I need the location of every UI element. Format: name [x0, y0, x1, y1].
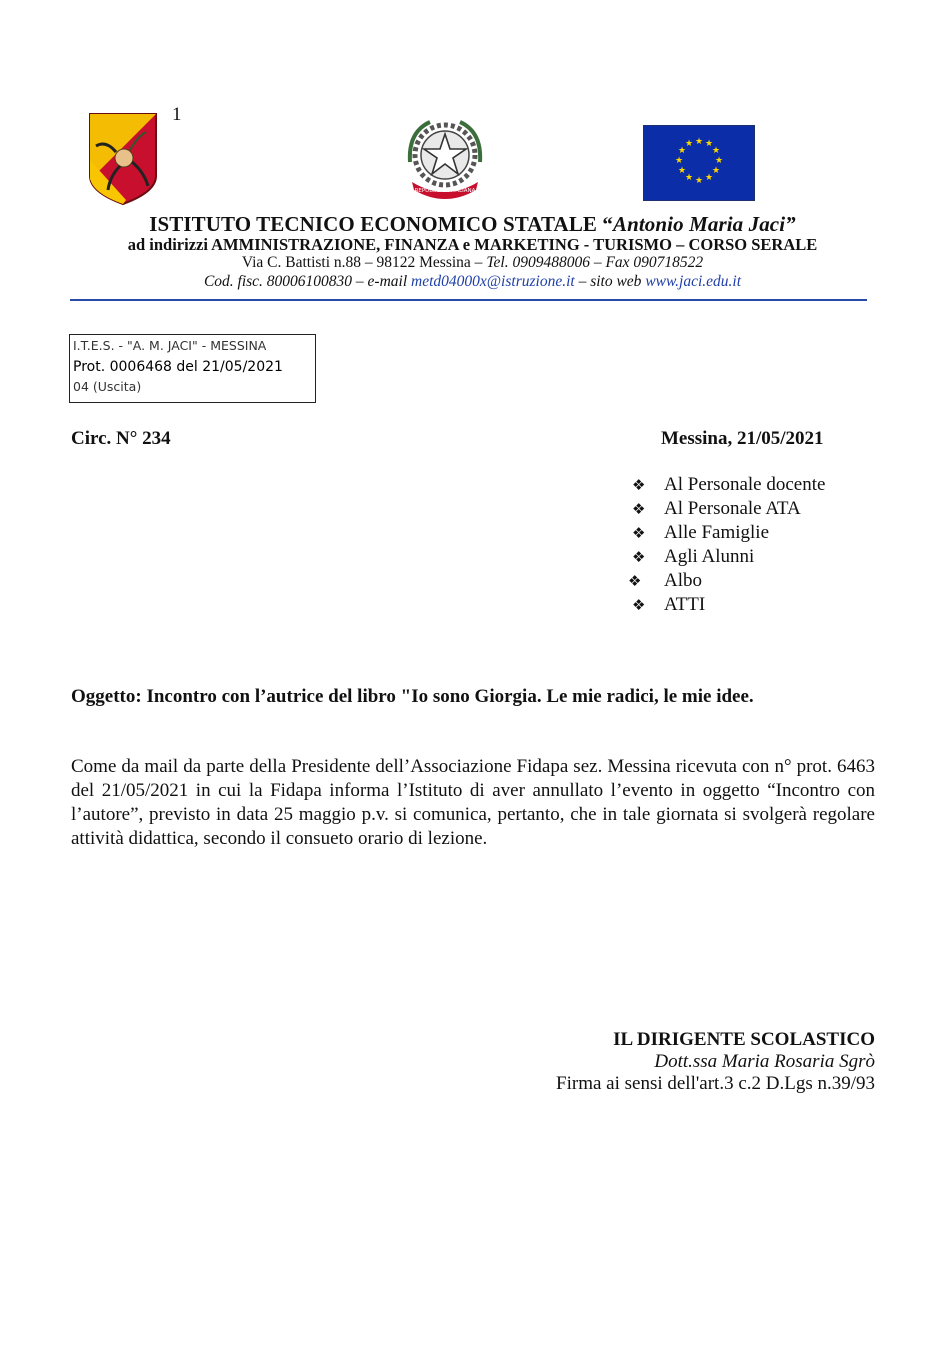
diamond-bullet-icon: ❖ — [632, 548, 646, 566]
tax-code-text: Cod. fisc. 80006100830 – e-mail — [203, 273, 412, 290]
school-contacts — [40, 273, 905, 291]
svg-text:★: ★ — [711, 146, 721, 156]
recipient-item — [630, 545, 825, 569]
svg-text:★: ★ — [677, 146, 687, 156]
page-number: 1 — [172, 104, 182, 125]
diamond-bullet-icon: ❖ — [632, 596, 646, 614]
school-subtitle: ad indirizzi AMMINISTRAZIONE, FINANZA e MARKETING - TURISMO – CORSO SERALE — [127, 235, 818, 254]
header-divider — [70, 299, 867, 301]
republic-ribbon-text: REPUBBLICA ITALIANA — [414, 188, 476, 194]
school-title-name: Antonio Maria Jaci” — [612, 212, 796, 236]
website-link[interactable]: www.jaci.edu.it — [645, 273, 742, 290]
recipient-label: Alle Famiglie — [664, 522, 770, 543]
recipient-item — [630, 593, 825, 617]
recipient-label: Al Personale ATA — [664, 498, 801, 519]
svg-text:★: ★ — [704, 173, 714, 183]
recipient-item — [630, 473, 825, 497]
svg-text:★: ★ — [684, 173, 694, 183]
school-title-prefix: ISTITUTO TECNICO ECONOMICO STATALE “ — [149, 212, 613, 236]
protocol-direction: 04 (Uscita) — [73, 379, 142, 394]
svg-text:★: ★ — [694, 137, 704, 147]
recipient-label: Albo — [664, 570, 702, 591]
svg-text:★: ★ — [711, 166, 721, 176]
diamond-bullet-icon: ❖ — [632, 476, 646, 494]
diamond-bullet-icon: ❖ — [628, 572, 642, 590]
signature-note: Firma ai sensi dell'art.3 c.2 D.Lgs n.39/93 — [556, 1073, 875, 1094]
body-paragraph: Come da mail da parte della Presidente dell’Associazione Fidapa sez. Messina ricevuta con n° prot. 6463 del 21/05/2021 in cui la Fidapa informa l’Istituto di aver annullato l’evento in oggetto “Incontro con l’autore”, previsto in data 25 maggio p.v. si comunica, pertanto, che in tale giornata si svolgerà regolare attività didattica, secondo il consueto orario di lezione. — [71, 756, 875, 849]
school-title — [40, 212, 905, 237]
school-address — [40, 254, 905, 272]
signature-name: Dott.ssa Maria Rosaria Sgrò — [654, 1051, 875, 1072]
address-text: Via C. Battisti n.88 – 98122 Messina – — [241, 254, 487, 271]
recipient-label: Agli Alunni — [664, 546, 755, 567]
svg-text:★: ★ — [677, 166, 687, 176]
svg-text:★: ★ — [674, 156, 684, 166]
tel-fax-text: Tel. 0909488006 – Fax 090718522 — [486, 254, 704, 271]
site-prefix-text: – sito web — [574, 273, 646, 290]
recipient-item — [630, 497, 825, 521]
recipient-label: Al Personale docente — [664, 474, 826, 495]
svg-text:★: ★ — [694, 176, 704, 186]
recipient-label: ATTI — [664, 594, 706, 615]
eu-flag-logo — [643, 125, 755, 201]
protocol-number: Prot. 0006468 del 21/05/2021 — [73, 358, 283, 375]
svg-text:★: ★ — [704, 139, 714, 149]
svg-text:★: ★ — [714, 156, 724, 166]
signature-title: IL DIRIGENTE SCOLASTICO — [613, 1029, 875, 1050]
recipients-list — [630, 473, 825, 617]
diamond-bullet-icon: ❖ — [632, 524, 646, 542]
svg-text:★: ★ — [684, 139, 694, 149]
italian-republic-emblem-logo — [400, 112, 490, 202]
circular-number: Circ. N° 234 — [71, 428, 171, 449]
subject-line: Oggetto: Incontro con l’autrice del libro "Io sono Giorgia. Le mie radici, le mie idee. — [71, 686, 754, 707]
document-date: Messina, 21/05/2021 — [661, 428, 824, 449]
diamond-bullet-icon: ❖ — [632, 500, 646, 518]
email-link[interactable]: metd04000x@istruzione.it — [411, 273, 575, 290]
recipient-item — [630, 521, 825, 545]
protocol-stamp — [69, 334, 316, 403]
protocol-institute: I.T.E.S. - "A. M. JACI" - MESSINA — [73, 338, 267, 353]
recipient-item — [630, 569, 825, 593]
sicily-emblem-logo — [86, 110, 160, 206]
